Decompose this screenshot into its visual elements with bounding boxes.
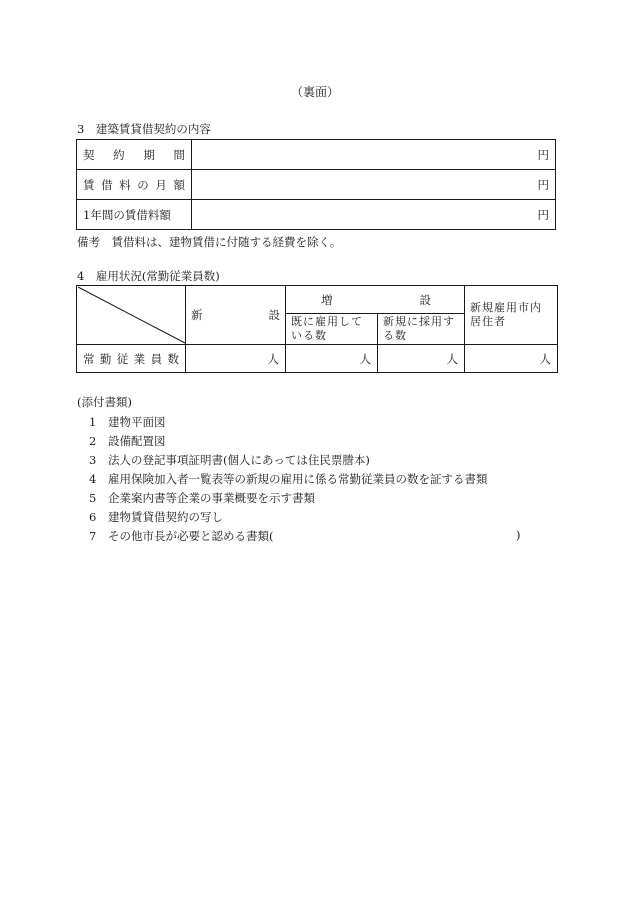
new-hires-header: 新規に採用する数 [378,314,465,345]
monthly-rent-label [77,170,192,200]
person-unit: 人 [267,351,279,366]
contract-period-label [77,140,192,170]
item-number: 6 [89,510,97,524]
list-item [89,452,370,468]
item-text: 建物賃貸借契約の写し [108,510,223,524]
label-char: 員 [150,351,163,366]
diagonal-line [77,286,186,344]
remarks-note: 備考 賃借料は、建物賃借に付随する経費を除く。 [77,235,342,249]
label-char: 間 [173,147,185,162]
item-text: 設備配置図 [108,434,166,448]
header-char: 増 [321,292,333,307]
new-establishment-header [186,286,286,345]
item-number: 2 [89,434,97,448]
label-char: 期 [143,147,155,162]
item-text: 雇用保険加入者一覧表等の新規の雇用に係る常勤従業員の数を証する書類 [108,472,488,486]
list-item [89,471,488,487]
item-number: 1 [89,415,97,429]
header-char: 設 [419,292,431,307]
list-item [89,433,166,449]
existing-employees-header: 既に雇用している数 [286,314,378,345]
label-char: 契 [83,147,95,162]
label-char: 借 [101,177,113,192]
list-item [89,414,166,430]
header-char: 新 [191,308,203,322]
table-row [77,200,556,230]
label-char: 料 [119,177,131,192]
section-4-heading: 4 雇用状況(常勤従業員数) [77,269,220,283]
yen-unit: 円 [537,207,549,222]
local-resident-header: 新規雇用市内居住者 [465,286,558,345]
label-char: 数 [167,351,179,366]
contract-period-field[interactable] [192,140,556,170]
new-hires-count-field[interactable] [378,345,465,373]
label-char: 従 [116,351,129,366]
label-char: 勤 [99,351,112,366]
item-number: 5 [89,491,97,505]
lease-contract-table [76,139,556,230]
employment-table [76,285,558,373]
item-text: 法人の登記事項証明書(個人にあっては住民票謄本) [108,453,370,467]
local-resident-count-field[interactable] [465,345,558,373]
label-char: 額 [173,177,185,192]
item-number: 4 [89,472,97,486]
yen-unit: 円 [537,177,549,192]
monthly-rent-field[interactable] [192,170,556,200]
person-unit: 人 [359,351,371,366]
table-row [77,345,558,373]
diagonal-header-cell [77,286,186,345]
item-text: 建物平面図 [108,415,166,429]
attachments-heading: (添付書類) [77,395,132,409]
header-char: 設 [268,308,280,322]
list-item [89,490,315,506]
label-char: 業 [133,351,146,366]
expansion-header [286,286,465,314]
label-char: 約 [113,147,125,162]
label-char: の [137,177,149,192]
label-char: 賃 [83,177,95,192]
list-item [89,509,223,525]
item-7-close-paren: ) [516,528,521,542]
section-3-heading: 3 建築賃貸借契約の内容 [77,122,211,136]
table-row [77,140,556,170]
item-text: 企業案内書等企業の事業概要を示す書類 [108,491,315,505]
item-number: 7 [89,529,97,543]
person-unit: 人 [446,351,458,366]
table-row [77,286,558,314]
page-title: （裏面） [290,85,339,99]
annual-rent-label: 1年間の賃借料額 [77,200,192,230]
new-establishment-count-field[interactable] [186,345,286,373]
label-char: 常 [83,351,95,366]
yen-unit: 円 [537,147,549,162]
existing-employees-count-field[interactable] [286,345,378,373]
item-number: 3 [89,453,97,467]
list-item [89,528,274,544]
full-time-employees-label [77,345,186,373]
annual-rent-field[interactable] [192,200,556,230]
person-unit: 人 [539,351,551,366]
label-char: 月 [155,177,167,192]
item-text: その他市長が必要と認める書類( [108,529,274,543]
table-row [77,170,556,200]
